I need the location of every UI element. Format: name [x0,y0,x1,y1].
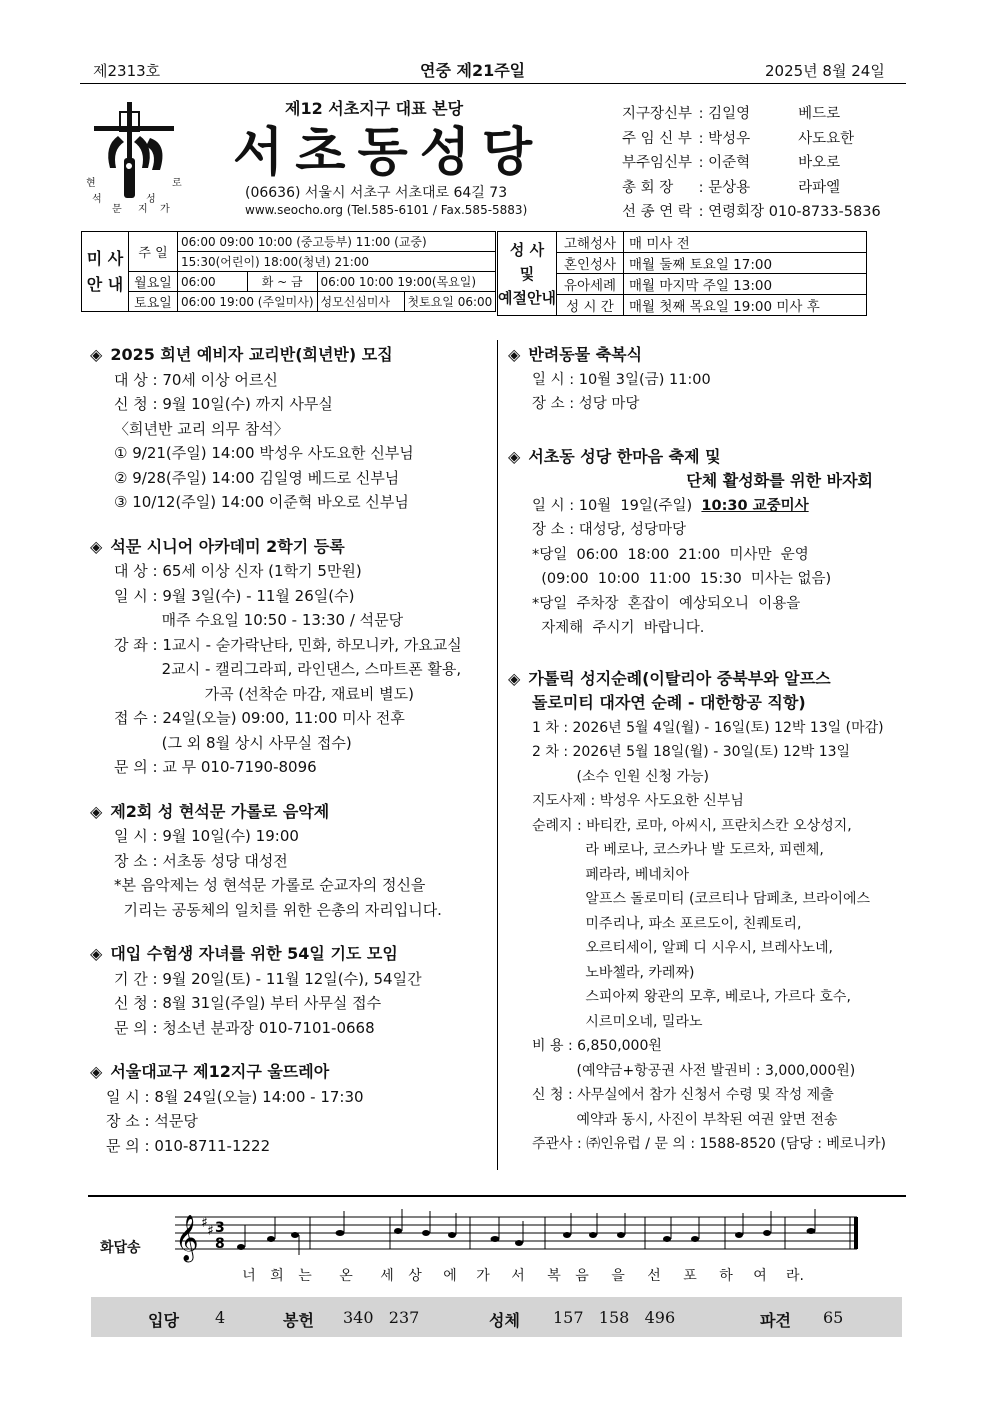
announcement-title: ◈ 서울대교구 제12지구 울뜨레아 [90,1062,330,1081]
right-column [508,343,903,1157]
entrance-label: 입당 [148,1311,179,1330]
diamond-bullet-icon: ◈ [508,668,521,688]
staff-row: 지구장신부 : 김일영 베드로 [622,106,841,122]
psalm-lyrics: 너 희 는 온 세 상 에 가 서 복 음 을 선 포 하 여 라. [242,1268,804,1284]
sacrament-time: 매월 마지막 주일 13:00 [624,274,867,295]
diamond-bullet-icon: ◈ [508,446,521,466]
issue-number: 제2313호 [93,62,161,80]
staff-row: 선 종 연 락 : 연령회장 010-8733-5836 [622,204,881,220]
mass-schedule-table [81,231,496,312]
sacrament-type: 혼인성사 [557,253,624,274]
sunday-times-1: 06:00 09:00 10:00 (중고등부) 11:00 (교중) [178,232,496,252]
offertory-label: 봉헌 [283,1311,314,1330]
diamond-bullet-icon: ◈ [90,536,103,556]
diamond-bullet-icon: ◈ [90,801,103,821]
announcement-body: 기 간 : 9월 20일(토) - 11월 12일(수), 54일간 신 청 : 8월 31일(주일) 부터 사무실 접수 문 의 : 청소년 분과장 010-7101-0668 [114,969,422,1037]
announcement-body: 일 시 : 10월 19일(주일) 10:30 교중미사 장 소 : 대성당, 성당마당 *당일 06:00 18:00 21:00 미사만 운영 (09:00 10:00 11:00 15:30 미사는 없음) *당일 주차장 혼잡이 예상되오니 이용을 자제해 주시기 바랍니다. [532,497,832,636]
saturday-times: 06:00 19:00 (주일미사) [178,292,318,312]
sacrament-table [497,231,867,316]
staff-row: 부주임신부 : 이준혁 바오로 [622,155,841,171]
sacrament-label: 성 사 및 예절안내 [498,232,557,316]
church-name: 서초동성당 [233,122,545,183]
announcement-title: ◈ 대입 수험생 자녀를 위한 54일 기도 모임 [90,944,398,963]
psalm-label: 화답송 [100,1240,141,1256]
entrance-hymn: 4 [215,1308,226,1327]
diamond-bullet-icon: ◈ [90,944,103,963]
column-divider [497,340,498,1170]
dismissal-hymn: 65 [823,1308,844,1327]
saturday-label: 토요일 [129,292,178,312]
hymn-numbers-bar [91,1297,902,1337]
sacrament-time: 매월 둘째 토요일 17:00 [624,253,867,274]
marian-mass: 성모신심미사 [317,292,404,312]
announcement-body: 대 상 : 70세 이상 어르신 신 청 : 9월 10일(수) 까지 사무실 〈희년반 교리 의무 참석〉 ① 9/21(주일) 14:00 박성우 사도요한 신부님 ② 9/28(주일) 14:00 김일영 베드로 신부님 ③ 10/12(주일) 14:00 이준혁 바오로 신부님 [114,370,414,511]
announcement-title: ◈ 2025 희년 예비자 교리반(희년반) 모집 [90,345,393,364]
staff-row: 주 임 신 부 : 박성우 사도요한 [622,130,855,147]
sunday-times-2: 15:30(어린이) 18:00(청년) 21:00 [178,252,496,272]
diamond-bullet-icon: ◈ [90,1062,103,1081]
announcement-body: 대 상 : 65세 이상 신자 (1학기 5만원) 일 시 : 9월 3일(수) - 11월 26일(수) 매주 수요일 10:50 - 13:30 / 석문당 강 좌 : 1교시 - 숟가락난타, 민화, 하모니카, 가요교실 2교시 - 캘리그라피, 라인댄스, 스마트폰 활용, 가곡 (선착순 마감, 재료비 별도) 접 수 : 24일(오늘) 09:00, 11:00 미사 전후 (그 외 8월 상시 사무실 접수) 문 의 : 교 무 010-7190-8096 [114,562,462,776]
svg-text:♯: ♯ [201,1215,208,1231]
announcement-body: 일 시 : 9월 10일(수) 19:00 장 소 : 서초동 성당 대성전 *본 음악제는 성 현석문 가롤로 순교자의 정신을 기리는 공동체의 일치를 위한 은총의 자리입니다. [114,827,442,919]
mass-label: 미 사 안 내 [82,232,129,312]
monday-label: 월요일 [129,272,178,292]
music-staff [165,1205,865,1265]
diamond-bullet-icon: ◈ [508,345,521,364]
church-website: www.seocho.org (Tel.585-6101 / Fax.585-5883) [245,203,528,217]
monday-time: 06:00 [178,272,248,292]
district-title: 제12 서초지구 대표 본당 [285,99,464,118]
diamond-bullet-icon: ◈ [90,345,103,364]
svg-text:♯: ♯ [207,1223,214,1239]
church-logo-icon [86,98,190,215]
sacrament-type: 성 시 간 [557,295,624,316]
dismissal-label: 파견 [760,1311,791,1330]
announcement-title: ◈ 반려동물 축복식 [508,345,643,364]
issue-date: 2025년 8월 24일 [765,62,885,80]
sacrament-time: 매월 첫째 목요일 19:00 미사 후 [624,295,867,316]
sunday-label: 주 일 [129,232,178,272]
sacrament-type: 고해성사 [557,232,624,253]
left-column [90,343,490,1158]
logo-char: 성 [146,194,156,205]
announcement-title: ◈ 가톨릭 성지순례(이탈리아 중북부와 알프스 [508,668,831,688]
logo-char: 문 [112,204,122,215]
logo-char: 현 [86,178,96,189]
church-address: (06636) 서울시 서초구 서초대로 64길 73 [245,185,508,201]
bottom-rule [88,1195,906,1197]
logo-char: 석 [92,194,102,205]
announcement-title: ◈ 서초동 성당 한마음 축제 및 [508,446,721,466]
announcement-title: ◈ 석문 시니어 아카데미 2학기 등록 [90,536,345,556]
weekday-times: 06:00 10:00 19:00(목요일) [317,272,496,292]
weekday-label: 화 ~ 금 [247,272,317,292]
offertory-hymns: 340 237 [343,1308,420,1327]
staff-row: 총 회 장 : 문상용 라파엘 [622,179,841,196]
logo-char: 로 [172,178,182,189]
svg-text:8: 8 [215,1236,225,1252]
logo-char: 가 [160,204,170,215]
announcement-body: 일 시 : 8월 24일(오늘) 14:00 - 17:30 장 소 : 석문당 문 의 : 010-8711-1222 [106,1087,364,1155]
announcement-body: 일 시 : 10월 3일(금) 11:00 장 소 : 성당 마당 [532,371,711,412]
sacrament-time: 매 미사 전 [624,232,867,253]
announcement-title: ◈ 제2회 성 현석문 가롤로 음악제 [90,801,330,821]
sacrament-type: 유아세례 [557,274,624,295]
liturgical-week: 연중 제21주일 [420,61,526,80]
logo-char: 지 [138,204,148,215]
first-saturday-mass: 첫토요일 06:00 [404,292,496,312]
svg-text:3: 3 [215,1220,225,1236]
communion-hymns: 157 158 496 [553,1308,676,1327]
announcement-title-cont: 돌로미티 대자연 순례 - 대한항공 직항) [532,693,806,712]
highlight-mass: 10:30 교중미사 [701,497,809,514]
svg-text:𝄞: 𝄞 [175,1215,199,1261]
announcement-body: 1 차 : 2026년 5월 4일(월) - 16일(토) 12박 13일 (마감) 2 차 : 2026년 5월 18일(월) - 30일(토) 12박 13일 (소수 인원 신청 가능) 지도사제 : 박성우 사도요한 신부님 순례지 : 바티칸, 로마, 아씨시, 프란치스칸 오상성지, 라 베로나, 코스카나 발 도르차, 피렌체, 페라라, 베네치아 알프스 돌로미티 (코르티나 담페초, 브라이에스 미주리나, 파소 포르도이, 친퀘토리, 오르티세이, 알페 디 시우시, 브레사노네, 노바첼라, 카레짜) 스피아찌 왕관의 모후, 베로나, 가르다 호수, 시르미오네, 밀라노 비 용 : 6,850,000원 (예약금+항공권 사전 발권비 : 3,000,000원) 신 청 : 사무실에서 참가 신청서 수령 및 작성 제출 예약과 동시, 사진이 부착된 여권 앞면 전송 주관사 : ㈜인유럽 / 문 의 : 1588-8520 (담당 : 베로니카) [532,719,886,1152]
communion-label: 성체 [489,1311,520,1330]
header-rule [80,83,906,84]
staff-list [622,102,881,225]
announcement-title-cont: 단체 활성화를 위한 바자회 [686,471,873,490]
